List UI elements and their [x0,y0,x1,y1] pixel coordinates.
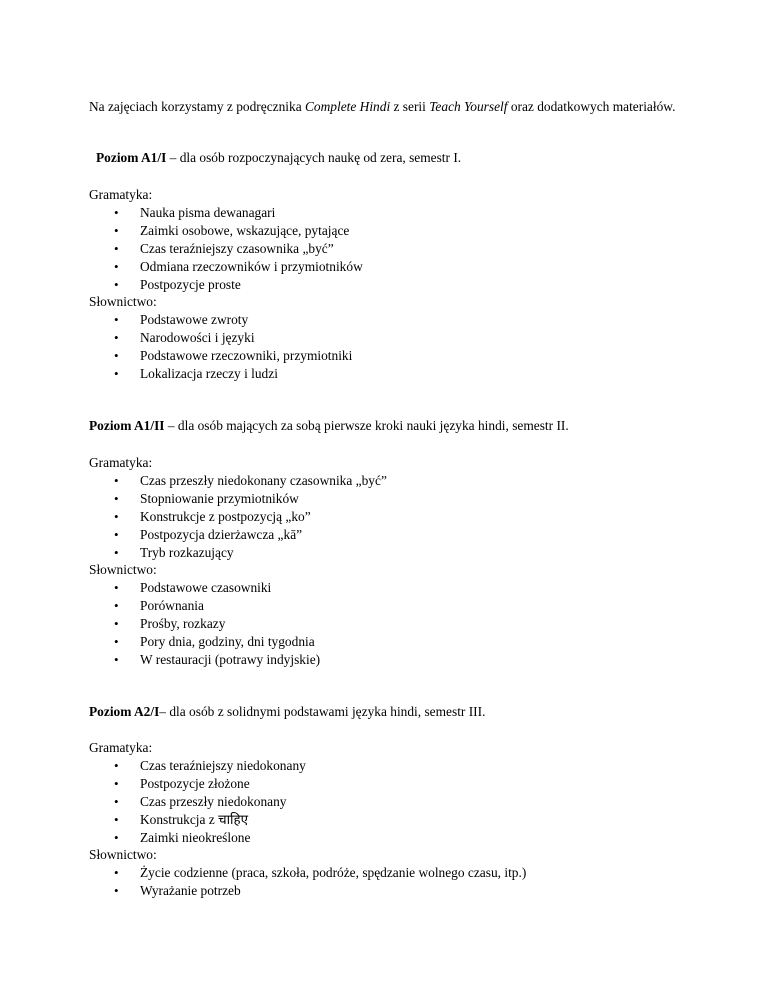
list-item: • Stopniowanie przymiotników [114,490,299,506]
list-item: • Podstawowe rzeczowniki, przymiotniki [114,348,353,364]
list-item: • Konstrukcje z postpozycją „ko” [114,508,311,524]
list-item: • Czas teraźniejszy czasownika „być” [114,240,334,256]
list-item: • Podstawowe zwroty [114,312,249,328]
list-item: • Lokalizacja rzeczy i ludzi [114,366,278,382]
list-item: • Czas przeszły niedokonany czasownika „być” [114,472,387,488]
bullet-icon: • [114,330,119,346]
grammar-list [89,472,729,562]
bullet-icon: • [114,276,119,292]
vocab-list [89,864,729,900]
bullet-icon: • [114,757,119,773]
bullet-icon: • [114,634,119,650]
grammar-list [89,204,729,294]
bullet-icon: • [114,865,119,881]
bullet-icon: • [114,829,119,845]
bullet-icon: • [114,366,119,382]
level-code: Poziom A1/II [89,418,165,433]
list-item: • Tryb rozkazujący [114,544,234,560]
list-item: • Wyrażanie potrzeb [114,883,241,899]
level-desc: – dla osób mających za sobą pierwsze kroki nauki języka hindi, semestr II. [164,418,569,433]
list-item: • Czas przeszły niedokonany [114,793,287,809]
bullet-icon: • [114,526,119,542]
list-item: • Konstrukcja z चाहिए [114,811,249,827]
list-item: • Pory dnia, godziny, dni tygodnia [114,634,315,650]
intro-text-3: oraz dodatkowych materiałów. [507,99,676,114]
vocab-label: Słownictwo: [89,294,157,310]
level-heading [89,417,729,435]
bullet-icon: • [114,793,119,809]
list-item: • W restauracji (potrawy indyjskie) [114,651,321,667]
grammar-list [89,757,729,847]
intro-text-2: z serii [390,99,430,114]
vocab-label: Słownictwo: [89,847,157,863]
list-item: • Postpozycje proste [114,276,241,292]
bullet-icon: • [114,775,119,791]
book-title: Complete Hindi [305,99,391,114]
list-item: • Prośby, rozkazy [114,616,226,632]
list-item: • Zaimki osobowe, wskazujące, pytające [114,222,350,238]
bullet-icon: • [114,544,119,560]
list-item: • Zaimki nieokreślone [114,829,251,845]
grammar-label: Gramatyka: [89,187,153,202]
intro-paragraph [89,98,729,116]
grammar-label: Gramatyka: [89,740,153,755]
bullet-icon: • [114,598,119,614]
bullet-icon: • [114,651,119,667]
bullet-icon: • [114,883,119,899]
list-item: • Postpozycje złożone [114,775,250,791]
bullet-icon: • [114,348,119,364]
list-item: • Narodowości i języki [114,330,255,346]
list-item: • Nauka pisma dewanagari [114,204,276,220]
bullet-icon: • [114,811,119,827]
bullet-icon: • [114,490,119,506]
bullet-icon: • [114,580,119,596]
bullet-icon: • [114,240,119,256]
vocab-list [89,579,729,669]
level-heading [89,703,729,721]
list-item: • Postpozycja dzierżawcza „kā” [114,526,303,542]
series-title: Teach Yourself [429,99,508,114]
vocab-label: Słownictwo: [89,562,157,578]
level-code: Poziom A2/I [89,704,160,719]
level-section [89,186,729,383]
bullet-icon: • [114,204,119,220]
list-item: • Życie codzienne (praca, szkoła, podróże, spędzanie wolnego czasu, itp.) [114,865,527,881]
bullet-icon: • [114,508,119,524]
level-code: Poziom A1/I [96,150,167,165]
list-item: • Odmiana rzeczowników i przymiotników [114,258,363,274]
bullet-icon: • [114,616,119,632]
intro-text-1: Na zajęciach korzystamy z podręcznika [89,99,305,114]
level-section [89,739,729,900]
vocab-list [89,311,729,383]
list-item: • Czas teraźniejszy niedokonany [114,757,306,773]
list-item: • Podstawowe czasowniki [114,580,272,596]
level-desc: – dla osób z solidnymi podstawami języka hindi, semestr III. [159,704,486,719]
grammar-label: Gramatyka: [89,455,153,470]
level-section [89,454,729,669]
level-desc: – dla osób rozpoczynających naukę od zera, semestr I. [166,150,462,165]
list-item: • Porównania [114,598,204,614]
bullet-icon: • [114,312,119,328]
bullet-icon: • [114,222,119,238]
bullet-icon: • [114,472,119,488]
bullet-icon: • [114,258,119,274]
level-heading [96,149,736,167]
